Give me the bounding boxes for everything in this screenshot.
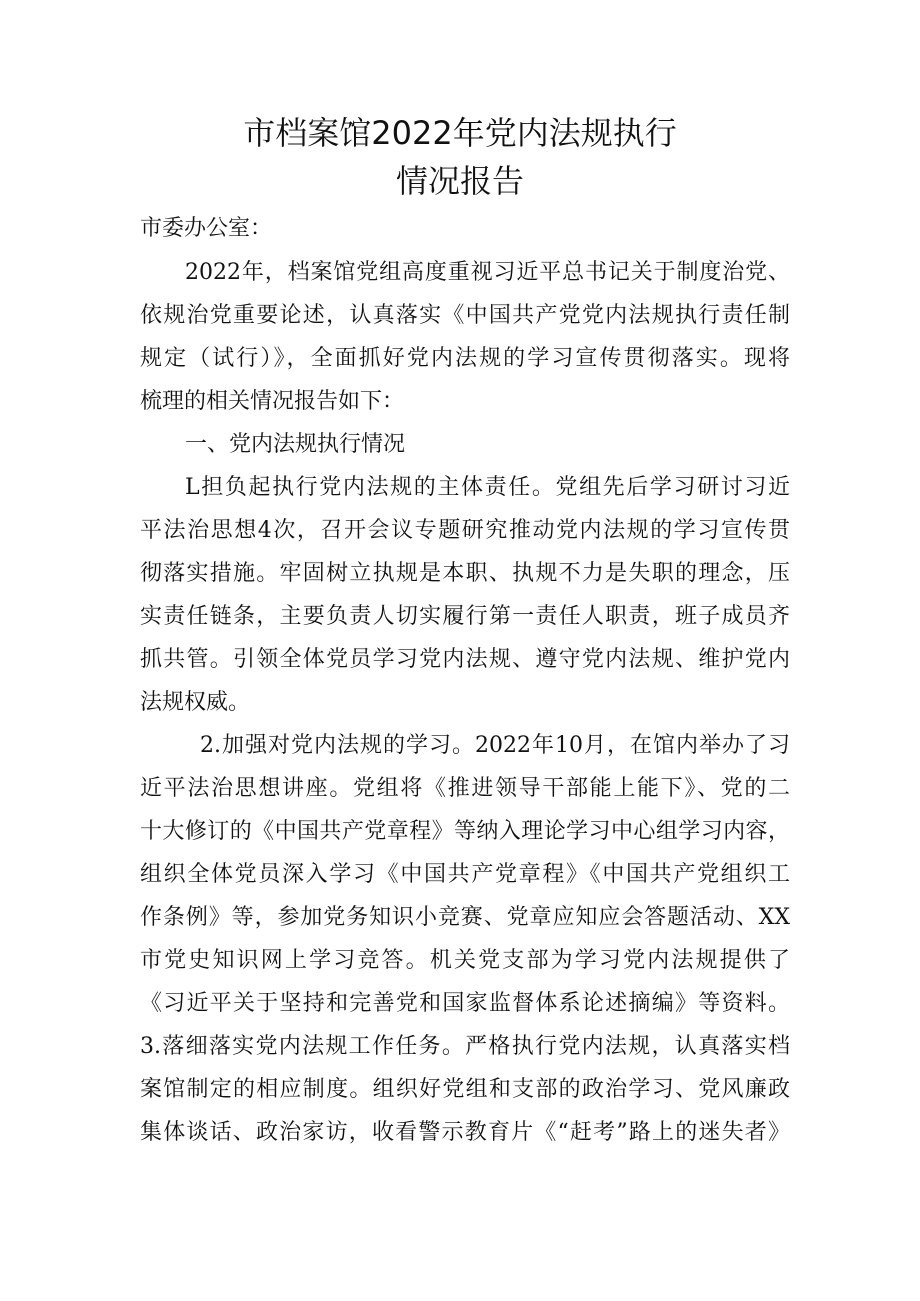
paragraph-line: 组织全体党员深入学习《中国共产党章程》《中国共产党组织工 — [140, 862, 790, 887]
paragraph-line: 案馆制定的相应制度。组织好党组和支部的政治学习、党风廉政 — [140, 1077, 790, 1102]
paragraph-line: 依规治党重要论述，认真落实《中国共产党党内法规执行责任制 — [140, 303, 790, 328]
paragraph-line: 十大修订的《中国共产党章程》等纳入理论学习中心组学习内容， — [140, 819, 790, 844]
paragraph-line: 作条例》等，参加党务知识小竞赛、党章应知应会答题活动、XX — [140, 905, 790, 930]
paragraph-line: 近平法治思想讲座。党组将《推进领导干部能上能下》、党的二 — [140, 776, 790, 801]
document-title-line-2: 情况报告 — [395, 162, 524, 200]
paragraph-line: 梳理的相关情况报告如下： — [140, 389, 405, 414]
paragraph-line: 抓共管。引领全体党员学习党内法规、遵守党内法规、维护党内 — [140, 647, 790, 672]
paragraph-line: 法规权威。 — [140, 690, 251, 715]
paragraph-line: 2.加强对党内法规的学习。2022年10月，在馆内举办了习 — [200, 733, 790, 758]
paragraph-line: 《习近平关于坚持和完善党和国家监督体系论述摘编》等资料。 — [140, 991, 790, 1016]
salutation: 市委办公室： — [140, 216, 273, 241]
paragraph-line: 规定（试行）》，全面抓好党内法规的学习宣传贯彻落实。现将 — [140, 346, 790, 371]
paragraph-line: 2022年，档案馆党组高度重视习近平总书记关于制度治党、 — [185, 260, 790, 285]
section-heading: 一、党内法规执行情况 — [185, 432, 406, 457]
paragraph-line: 彻落实措施。牢固树立执规是本职、执规不力是失职的理念，压 — [140, 561, 790, 586]
paragraph-line: 市党史知识网上学习竞答。机关党支部为学习党内法规提供了 — [140, 948, 790, 973]
paragraph-line: L担负起执行党内法规的主体责任。党组先后学习研讨习近 — [185, 475, 790, 500]
document-title-line-1: 市档案馆2022年党内法规执行 — [243, 114, 677, 152]
paragraph-line: 3.落细落实党内法规工作任务。严格执行党内法规，认真落实档 — [140, 1034, 790, 1059]
paragraph-line: 集体谈话、政治家访，收看警示教育片《“赶考”路上的迷失者》 — [140, 1120, 790, 1145]
paragraph-line: 实责任链条，主要负责人切实履行第一责任人职责，班子成员齐 — [140, 604, 790, 629]
paragraph-line: 平法治思想4次，召开会议专题研究推动党内法规的学习宣传贯 — [140, 518, 790, 543]
